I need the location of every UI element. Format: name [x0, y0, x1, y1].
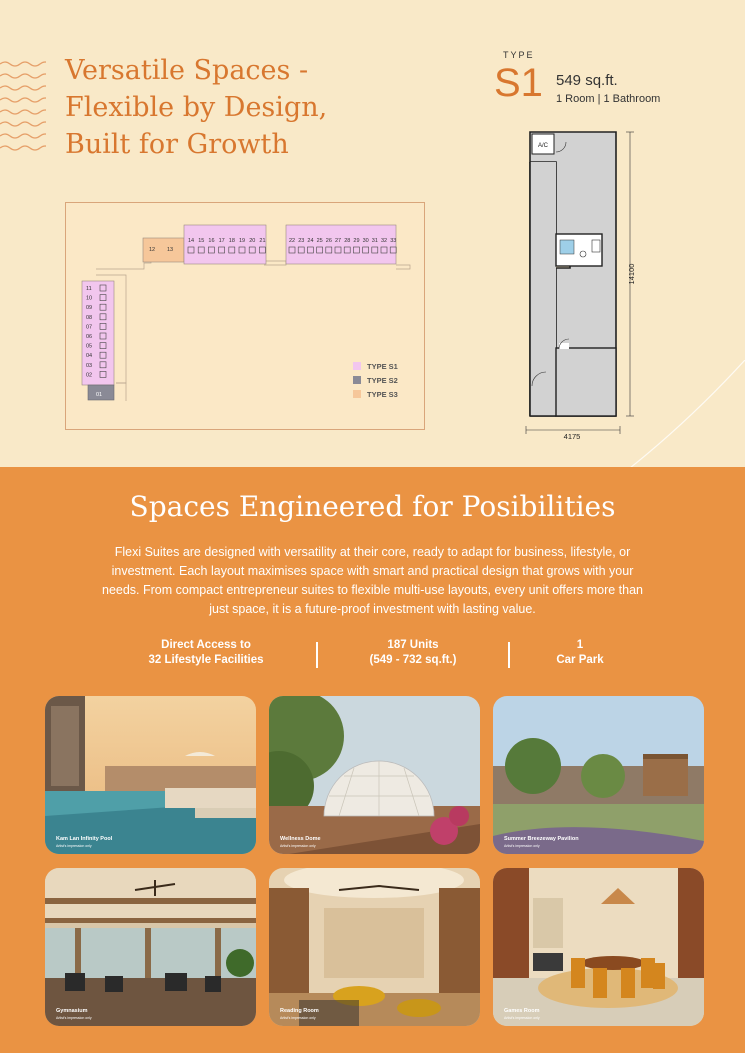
site-plan-unit-label: 03: [86, 362, 93, 369]
legend-label-s1: TYPE S1: [367, 361, 398, 371]
site-plan-unit-label: 11: [86, 286, 92, 292]
facility-photo-reading-room: [269, 868, 480, 1026]
unit-rooms: 1 Room | 1 Bathroom: [556, 93, 661, 105]
stat-divider: [508, 642, 510, 668]
stat-car-park-line-1: 1: [576, 639, 584, 651]
site-plan-unit-label: 30: [362, 238, 369, 244]
facility-note: Artist's impression only: [56, 1016, 92, 1020]
site-plan-unit-label: 06: [86, 334, 93, 340]
site-plan-unit-label: 09: [86, 305, 93, 312]
site-plan-unit-label: 16: [208, 238, 215, 244]
unit-type-label: TYPE: [503, 50, 535, 60]
facility-caption: Summer Breezeway Pavilion: [504, 836, 579, 842]
site-plan: [65, 202, 425, 430]
facility-note: Artist's impression only: [56, 844, 92, 848]
facility-photo-infinity-pool: [45, 696, 256, 854]
site-plan-unit-label: 02: [86, 372, 93, 379]
site-plan-unit-label: 17: [218, 238, 225, 244]
site-plan-unit-label: 19: [239, 238, 246, 244]
intro-line-2: investment. Each layout maximises space with smart and practical design that grows with your: [111, 564, 634, 578]
facility-note: Artist's impression only: [280, 1016, 316, 1020]
section-intro: [62, 543, 683, 619]
headline-line-1: Versatile Spaces -: [65, 55, 309, 86]
site-plan-unit-label: 08: [86, 314, 93, 321]
legend-label-s3: TYPE S3: [367, 389, 398, 399]
stat-facilities-line-1: Direct Access to: [161, 639, 251, 651]
wave-decoration-icon: [0, 60, 46, 160]
stat-car-park-line-2: Car Park: [556, 654, 604, 666]
stat-units-line-2: (549 - 732 sq.ft.): [369, 654, 457, 666]
site-plan-unit-label: 32: [381, 238, 388, 244]
stat-divider: [316, 642, 318, 668]
key-stats: [100, 638, 660, 674]
site-plan-unit-label: 12: [149, 247, 156, 253]
stat-facilities-line-2: 32 Lifestyle Facilities: [148, 654, 264, 666]
site-plan-unit-label: 22: [289, 238, 296, 244]
intro-line-1: Flexi Suites are designed with versatility at their core, ready to adapt for business, lifestyle, or: [114, 545, 631, 559]
reading-room-image: [269, 868, 480, 1026]
ac-label: A/C: [537, 143, 549, 149]
stat-car-park: [520, 638, 640, 668]
facility-caption: Reading Room: [280, 1008, 319, 1014]
infinity-pool-image: [45, 696, 256, 854]
site-plan-unit-label: 15: [198, 238, 205, 244]
site-plan-unit-label: 27: [335, 238, 342, 244]
facility-note: Artist's impression only: [504, 844, 540, 848]
site-plan-unit-label: 28: [344, 238, 351, 244]
site-plan-unit-label: 05: [86, 343, 93, 350]
site-plan-unit-label: 29: [353, 238, 360, 244]
facility-caption: Wellness Dome: [280, 836, 321, 842]
facility-photo-pavilion: [493, 696, 704, 854]
facility-photo-gymnasium: [45, 868, 256, 1026]
unit-type-code: S1: [494, 61, 543, 105]
stat-facilities: [100, 638, 312, 668]
site-plan-unit-label: 13: [167, 247, 174, 253]
site-plan-unit-label: 21: [259, 238, 266, 244]
games-room-image: [493, 868, 704, 1026]
facility-note: Artist's impression only: [280, 844, 316, 848]
height-dimension: 14100: [627, 263, 636, 285]
legend-swatch-s1: [353, 362, 361, 370]
headline-line-3: Built for Growth: [65, 129, 289, 160]
floor-plan-s1: [512, 128, 642, 444]
legend-swatch-s2: [353, 376, 361, 384]
site-plan-unit-label: 26: [325, 238, 332, 244]
site-plan-unit-label: 24: [307, 238, 314, 244]
site-plan-unit-label: 01: [96, 392, 103, 398]
site-plan-unit-label: 33: [390, 238, 397, 244]
facility-caption: Kam Lan Infinity Pool: [56, 836, 113, 842]
section-title: Spaces Engineered for Posibilities: [129, 490, 616, 523]
legend-item-s3: [353, 387, 398, 401]
facility-caption: Gymnasium: [56, 1008, 88, 1014]
facility-note: Artist's impression only: [504, 1016, 540, 1020]
unit-area: 549 sq.ft.: [556, 72, 618, 89]
headline-line-2: Flexible by Design,: [65, 92, 328, 123]
page-headline: [65, 52, 327, 163]
corner-arc-decoration: [630, 360, 745, 470]
pavilion-image: [493, 696, 704, 854]
site-plan-unit-label: 23: [298, 238, 305, 244]
site-plan-unit-label: 25: [316, 238, 323, 244]
site-plan-unit-label: 20: [249, 238, 256, 244]
intro-line-3: needs. From compact entrepreneur suites to flexible multi-use layouts, every unit offers more than: [102, 583, 643, 597]
legend-item-s1: [353, 359, 398, 373]
site-plan-legend: [353, 359, 398, 401]
site-plan-unit-label: 31: [371, 238, 378, 244]
legend-item-s2: [353, 373, 398, 387]
gymnasium-image: [45, 868, 256, 1026]
width-dimension: 4175: [563, 432, 581, 441]
facility-photo-wellness-dome: [269, 696, 480, 854]
site-plan-unit-label: 18: [228, 238, 235, 244]
site-plan-unit-label: 10: [86, 295, 93, 302]
site-plan-unit-label: 04: [86, 353, 93, 360]
wellness-dome-image: [269, 696, 480, 854]
facility-photo-games-room: [493, 868, 704, 1026]
site-plan-unit-label: 14: [188, 238, 195, 244]
legend-swatch-s3: [353, 390, 361, 398]
facility-caption: Games Room: [504, 1008, 540, 1014]
legend-label-s2: TYPE S2: [367, 375, 398, 385]
stat-units: [324, 638, 502, 668]
site-plan-unit-label: 07: [86, 324, 93, 331]
stat-units-line-1: 187 Units: [387, 639, 439, 651]
intro-line-4: just space, it is a future-proof investment with lasting value.: [209, 602, 536, 616]
